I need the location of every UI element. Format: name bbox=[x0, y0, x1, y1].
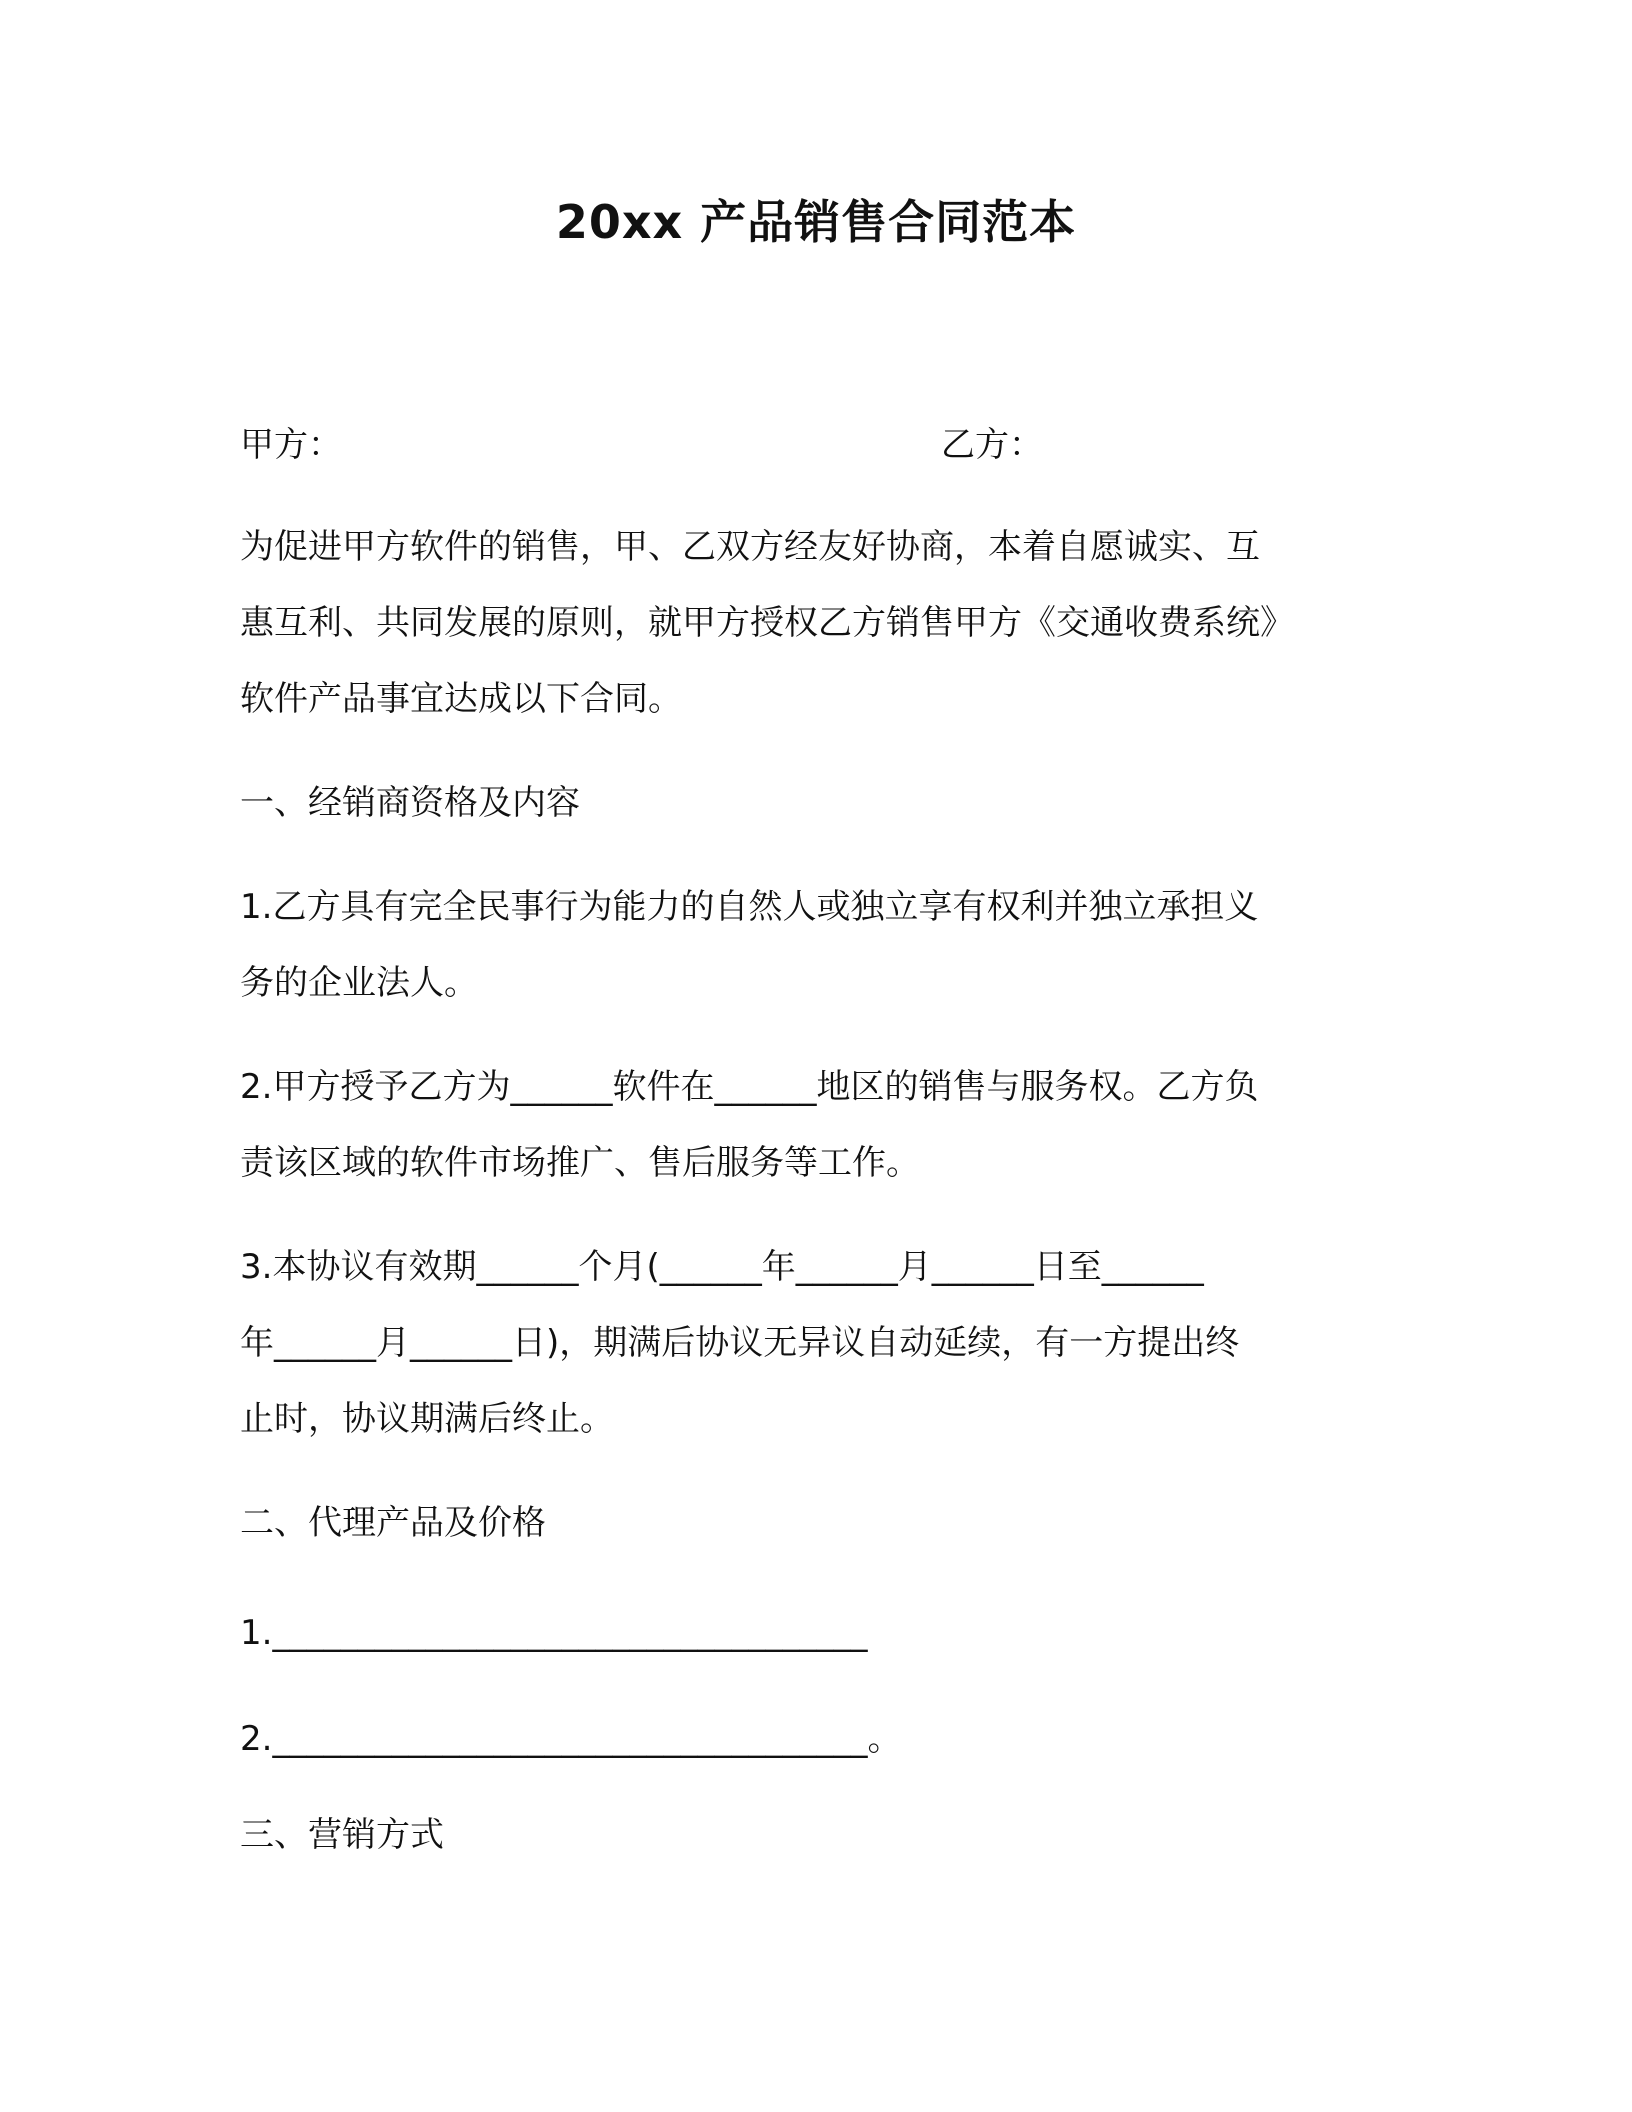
section1-item1-line-2: 务的企业法人。 bbox=[240, 963, 478, 1003]
section3-heading: 三、营销方式 bbox=[240, 1815, 444, 1855]
section2-item2: 2.___________________________________。 bbox=[240, 1719, 902, 1759]
section1-item3-line-3: 止时，协议期满后终止。 bbox=[240, 1399, 614, 1439]
section1-item3-line-2: 年______月______日)，期满后协议无异议自动延续，有一方提出终 bbox=[240, 1323, 1240, 1363]
section2-item1: 1.___________________________________ bbox=[240, 1613, 868, 1653]
intro-line-2: 惠互利、共同发展的原则，就甲方授权乙方销售甲方《交通收费系统》 bbox=[240, 603, 1294, 643]
intro-line-1: 为促进甲方软件的销售，甲、乙双方经友好协商，本着自愿诚实、互 bbox=[240, 527, 1260, 567]
section1-heading: 一、经销商资格及内容 bbox=[240, 783, 580, 823]
section1-item1-line-1: 1.乙方具有完全民事行为能力的自然人或独立享有权利并独立承担义 bbox=[240, 887, 1259, 927]
parties-line bbox=[240, 422, 1043, 468]
section2-heading: 二、代理产品及价格 bbox=[240, 1503, 546, 1543]
party-a-label: 甲方： bbox=[240, 425, 342, 465]
section1-item2-line-1: 2.甲方授予乙方为______软件在______地区的销售与服务权。乙方负 bbox=[240, 1067, 1259, 1107]
intro-line-3: 软件产品事宜达成以下合同。 bbox=[240, 679, 682, 719]
section1-item3-line-1: 3.本协议有效期______个月(______年______月______日至______ bbox=[240, 1247, 1204, 1287]
section1-item2-line-2: 责该区域的软件市场推广、售后服务等工作。 bbox=[240, 1143, 920, 1183]
party-b-label: 乙方： bbox=[941, 425, 1043, 465]
document-title: 20xx 产品销售合同范本 bbox=[555, 195, 1077, 249]
